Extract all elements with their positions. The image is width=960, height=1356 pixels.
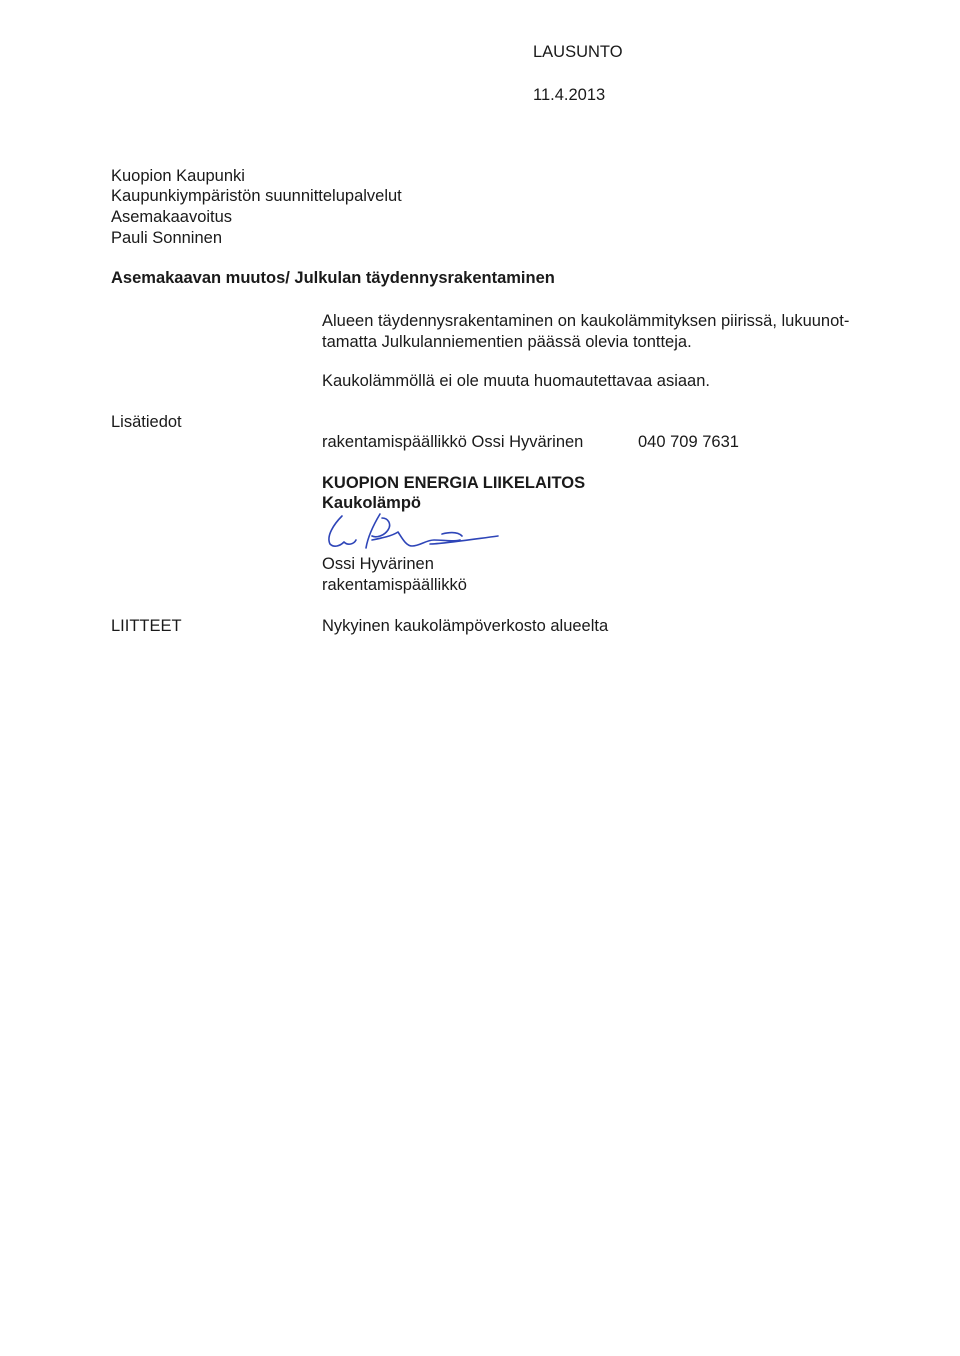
body-text-line: Alueen täydennysrakentaminen on kaukolämmityksen piirissä, lukuunot- bbox=[322, 312, 850, 330]
recipient-line: Kuopion Kaupunki bbox=[111, 167, 245, 185]
contact-person: rakentamispäällikkö Ossi Hyvärinen bbox=[322, 433, 584, 451]
body-text-line: Kaukolämmöllä ei ole muuta huomautettavaa asiaan. bbox=[322, 372, 710, 390]
attachments-label: LIITTEET bbox=[111, 617, 182, 635]
recipient-line: Kaupunkiympäristön suunnittelupalvelut bbox=[111, 187, 402, 205]
sender-name: Ossi Hyvärinen bbox=[322, 555, 434, 573]
contact-label: Lisätiedot bbox=[111, 413, 182, 431]
sender-organization: KUOPION ENERGIA LIIKELAITOS bbox=[322, 474, 586, 492]
recipient-line: Asemakaavoitus bbox=[111, 208, 233, 226]
recipient-line: Pauli Sonninen bbox=[111, 229, 223, 247]
subject-heading: Asemakaavan muutos/ Julkulan täydennysrakentaminen bbox=[111, 269, 555, 287]
body-text-line: tamatta Julkulanniementien päässä olevia tontteja. bbox=[322, 333, 692, 351]
sender-unit: Kaukolämpö bbox=[322, 494, 422, 512]
contact-phone: 040 709 7631 bbox=[638, 433, 739, 451]
document-date: 11.4.2013 bbox=[533, 86, 606, 104]
sender-title: rakentamispäällikkö bbox=[322, 576, 467, 594]
attachment-item: Nykyinen kaukolämpöverkosto alueelta bbox=[322, 617, 609, 635]
handwritten-signature bbox=[322, 510, 502, 554]
document-type: LAUSUNTO bbox=[533, 43, 623, 61]
